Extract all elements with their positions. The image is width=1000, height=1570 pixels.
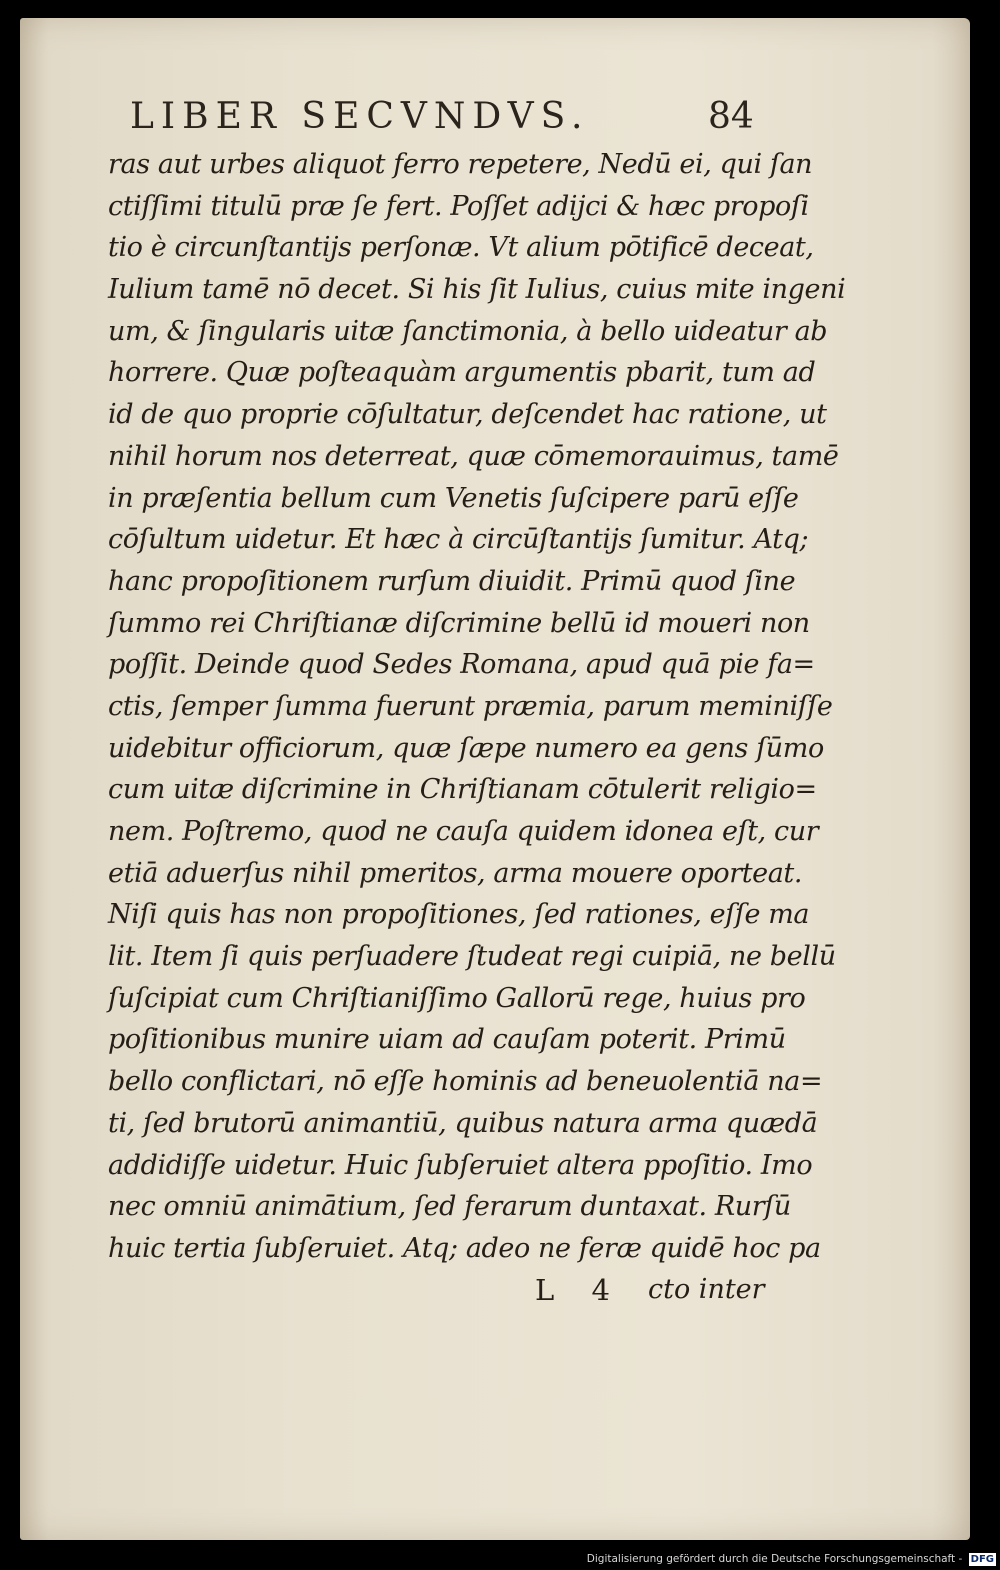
text-line: addidiſſe uidetur. Huic ſubſeruiet altera ppoſitio. Imo [108,1149,813,1181]
text-line: Niſi quis has non propoſitiones, ſed rationes, eſſe ma [108,899,810,931]
text-line: poſſit. Deinde quod Sedes Romana, apud quā pie fa= [108,649,815,681]
text-line: nec omniū animātium, ſed ferarum duntaxat. Rurſū [108,1191,791,1223]
text-line: ſummo rei Chriſtianæ diſcrimine bellū id moueri non [108,607,810,639]
text-line: lit. Item ſi quis perſuadere ſtudeat regi cuipiā, ne bellū [108,941,836,973]
text-line: Iulium tamē nō decet. Si his ſit Iulius, cuius mite ingeni [108,274,846,306]
text-line: ras aut urbes aliquot ferro repetere, Nedū ei, qui ſan [108,149,813,180]
text-line: cōſultum uidetur. Et hæc à circūſtantijs ſumitur. Atq; [108,524,809,556]
body-text [108,144,846,1270]
running-title: LIBER SECVNDVS. [130,96,590,137]
text-line: horrere. Quæ poſteaquàm argumentis pbarit, tum ad [108,357,816,389]
text-line: huic tertia ſubſeruiet. Atq; adeo ne feræ quidē hoc pa [108,1232,821,1264]
text-line: hanc propoſitionem rurſum diuidit. Primū quod ſine [108,565,796,597]
digitization-credit [587,1551,996,1567]
text-line: ctis, ſemper ſumma fuerunt præmia, parum meminiſſe [108,690,833,722]
catchword: cto inter [648,1274,765,1305]
page-header [130,96,770,146]
text-line: poſitionibus munire uiam ad cauſam poterit. Primū [108,1024,786,1056]
text-line: in præſentia bellum cum Venetis ſuſcipere parū eſſe [108,482,799,514]
text-line: um, & ſingularis uitæ ſanctimonia, à bello uideatur ab [108,315,828,347]
dfg-logo: DFG [970,1553,994,1565]
book-page [20,18,970,1540]
folio-number: 84 [708,96,754,137]
credit-text: Digitalisierung gefördert durch die Deutsche Forschungsgemeinschaft - [586,1553,963,1565]
text-line: etiā aduerſus nihil pmeritos, arma mouere oporteat. [108,857,803,889]
text-line: id de quo proprie cōſultatur, deſcendet hac ratione, ut [108,399,827,431]
signature-mark: L 4 [535,1273,624,1307]
text-line: ſuſcipiat cum Chriſtianiſſimo Gallorū rege, huius pro [108,982,806,1014]
text-line: ti, ſed brutorū animantiū, quibus natura arma quædā [108,1107,818,1139]
text-line: bello conflictari, nō eſſe hominis ad beneuolentiā na= [108,1066,823,1098]
text-line: tio è circunſtantijs perſonæ. Vt alium pōtificē deceat, [108,232,814,264]
text-line: cum uitæ diſcrimine in Chriſtianam cōtulerit religio= [108,774,817,806]
text-line: nihil horum nos deterreat, quæ cōmemorauimus, tamē [108,440,839,472]
text-line: uidebitur officiorum, quæ ſæpe numero ea gens ſūmo [108,732,824,764]
text-line: ctiſſimi titulū præ ſe fert. Poſſet adijci & hæc propoſi [108,190,809,222]
text-line: nem. Poſtremo, quod ne cauſa quidem idonea eſt, cur [108,816,819,847]
